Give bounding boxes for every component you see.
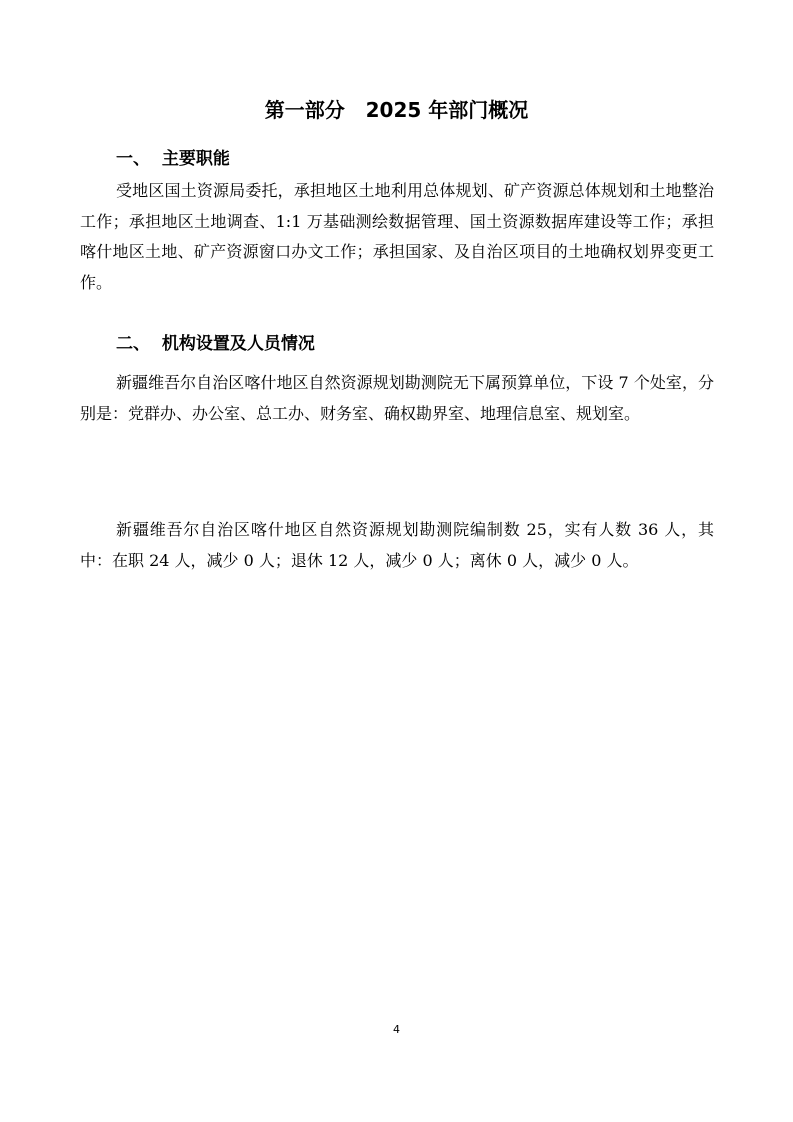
page-title: 第一部分 2025 年部门概况 bbox=[264, 98, 529, 122]
section-heading-organization-staff: 二、 机构设置及人员情况 bbox=[116, 334, 315, 354]
organization-paragraph: 新疆维吾尔自治区喀什地区自然资源规划勘测院无下属预算单位，下设 7 个处室，分别是：党群办、办公室、总工办、财务室、确权勘界室、地理信息室、规划室。 bbox=[80, 373, 714, 423]
page-number: 4 bbox=[393, 1023, 400, 1036]
staff-paragraph: 新疆维吾尔自治区喀什地区自然资源规划勘测院编制数 25，实有人数 36 人，其中：在职 24 人，减少 0 人；退休 12 人，减少 0 人；离休 0 人，减少 0 人。 bbox=[80, 520, 714, 570]
main-functions-paragraph: 受地区国土资源局委托，承担地区土地利用总体规划、矿产资源总体规划和土地整治工作；承担地区土地调查、1:1 万基础测绘数据管理、国土资源数据库建设等工作；承担喀什地区土地、矿产资源窗口办文工作；承担国家、及自治区项目的土地确权划界变更工作。 bbox=[80, 181, 714, 292]
section-heading-main-functions: 一、 主要职能 bbox=[116, 149, 230, 169]
